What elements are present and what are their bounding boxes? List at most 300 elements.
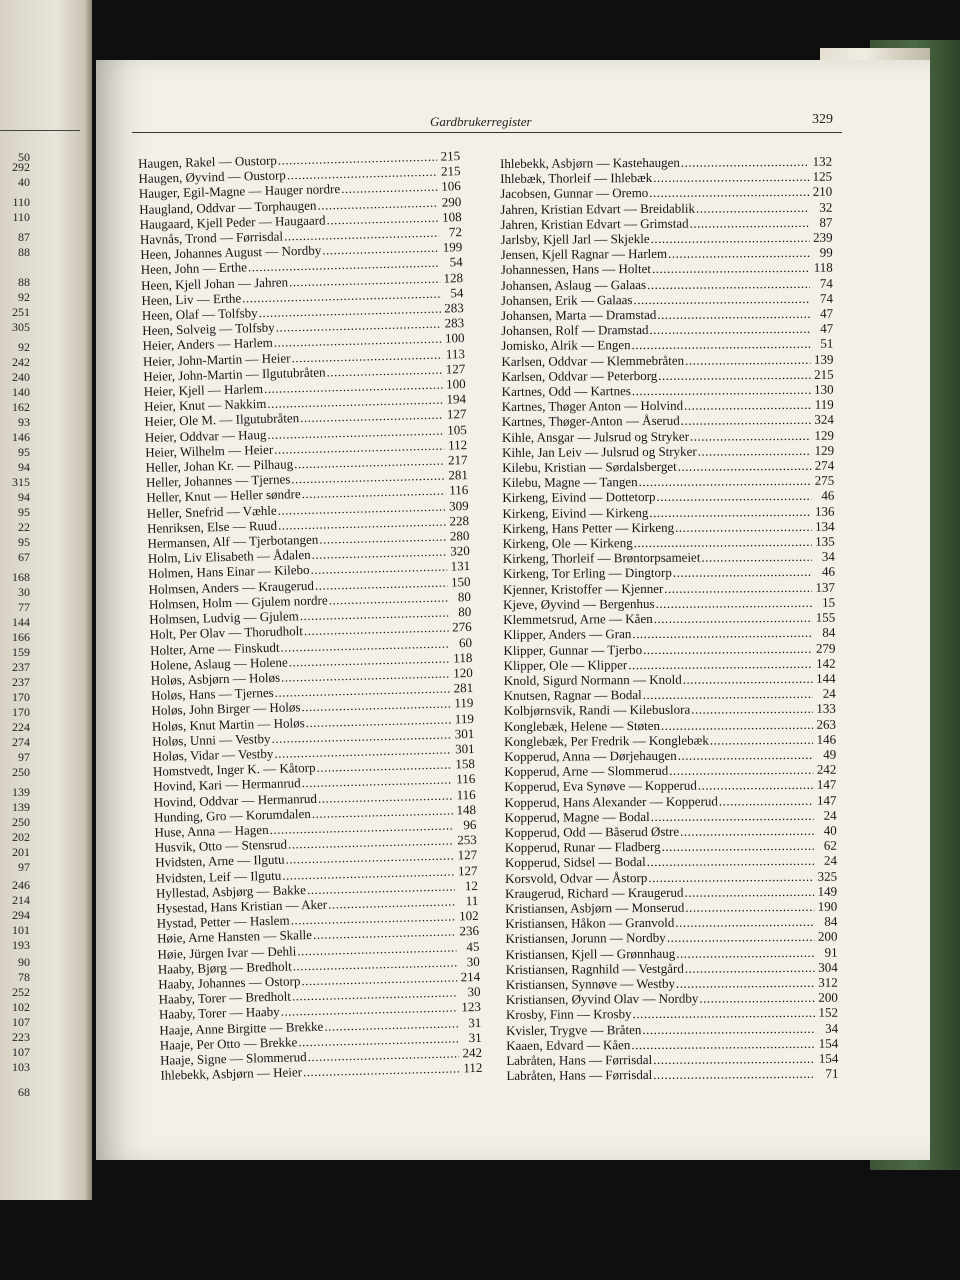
- entry-name: Karlsen, Oddvar — Peterborg: [501, 367, 658, 384]
- entry-page: 276: [451, 619, 472, 635]
- entry-name: Jahren, Kristian Edvart — Grimstad: [500, 215, 689, 232]
- entry-page: 106: [441, 178, 462, 195]
- entry-name: Jomisko, Alrik — Engen: [501, 337, 631, 354]
- dot-leader: [685, 960, 815, 976]
- left-page-number-fragment: 252: [12, 985, 30, 999]
- entry-page: 190: [817, 898, 838, 914]
- entry-name: Haugaard, Kjell Peder — Haugaard: [139, 212, 326, 232]
- left-page-number-fragment: 97: [18, 860, 30, 874]
- dot-leader: [710, 732, 813, 748]
- left-page-number-fragment: 202: [12, 830, 30, 844]
- entry-name: Holt, Per Olav — Thorudholt: [149, 623, 304, 643]
- dot-leader: [647, 275, 810, 291]
- entry-page: 116: [449, 482, 469, 498]
- left-page-number-fragment: 224: [12, 720, 30, 734]
- entry-page: 281: [448, 467, 469, 483]
- entry-page: 30: [466, 953, 480, 969]
- entry-page: 242: [462, 1044, 483, 1061]
- entry-page: 194: [446, 391, 467, 407]
- entry-page: 24: [823, 853, 837, 869]
- entry-name: Jensen, Kjell Ragnar — Harlem: [500, 246, 668, 263]
- left-page-number-fragment: 92: [18, 290, 30, 304]
- dot-leader: [673, 564, 812, 580]
- left-page-number-fragment: 214: [12, 893, 30, 907]
- entry-name: Holøs, Vidar — Vestby: [152, 745, 274, 764]
- entry-name: Holmsen, Holm — Gjulem nordre: [148, 592, 328, 612]
- entry-name: Kirkeng, Thorleif — Brøntorpsameiet: [502, 549, 701, 567]
- entry-name: Klipper, Gunnar — Tjerbo: [503, 641, 643, 658]
- entry-name: Kilebu, Kristian — Sørdalsberget: [502, 458, 677, 476]
- left-page-number-fragment: 305: [12, 320, 30, 334]
- left-page-number-fragment: 94: [18, 490, 30, 504]
- entry-name: Kaaen, Edvard — Kåen: [506, 1036, 631, 1053]
- entry-name: Hystad, Petter — Haslem: [156, 912, 290, 931]
- entry-page: 40: [823, 822, 837, 838]
- entry-name: Kartnes, Thøger-Anton — Åserud: [501, 413, 680, 430]
- entry-name: Holmen, Hans Einar — Kilebo: [148, 562, 310, 582]
- entry-page: 144: [816, 670, 836, 686]
- entry-name: Holene, Aslaug — Holene: [150, 654, 288, 673]
- entry-page: 102: [458, 908, 479, 924]
- entry-name: Hauger, Egil-Magne — Hauger nordre: [138, 181, 341, 202]
- dot-leader: [655, 595, 812, 611]
- dot-leader: [652, 260, 810, 276]
- entry-name: Jacobsen, Gunnar — Oremo: [500, 185, 649, 202]
- left-page-number-fragment: 95: [18, 505, 30, 519]
- left-page-number-fragment: 170: [12, 690, 30, 704]
- left-page-number-fragment: 94: [18, 460, 30, 474]
- dot-leader: [678, 458, 812, 474]
- index-column-right: [500, 154, 838, 1084]
- dot-leader: [699, 990, 815, 1006]
- entry-name: Haugen, Øyvind — Oustorp: [138, 167, 287, 187]
- entry-name: Hermansen, Alf — Tjerbotangen: [147, 531, 319, 551]
- entry-page: 137: [815, 579, 836, 595]
- left-page-number-fragment: 67: [18, 550, 30, 564]
- entry-page: 130: [814, 381, 834, 397]
- dot-leader: [683, 671, 813, 687]
- entry-name: Johansen, Erik — Galaas: [500, 291, 633, 308]
- dot-leader: [681, 154, 809, 170]
- entry-page: 119: [454, 710, 475, 726]
- entry-page: 154: [818, 1050, 839, 1066]
- dot-leader: [684, 397, 811, 413]
- entry-name: Kristiansen, Kjell — Grønnhaug: [505, 945, 676, 962]
- entry-name: Heen, Liv — Erthe: [141, 290, 242, 308]
- entry-page: 280: [449, 528, 470, 544]
- entry-name: Huse, Anna — Hagen: [154, 821, 269, 840]
- entry-page: 242: [816, 761, 837, 777]
- entry-name: Kopperud, Anna — Dørjehaugen: [504, 747, 677, 764]
- entry-page: 112: [447, 436, 468, 453]
- entry-page: 99: [819, 244, 833, 260]
- entry-page: 142: [815, 655, 836, 671]
- entry-name: Kristiansen, Asbjørn — Monserud: [505, 899, 685, 916]
- dot-leader: [680, 823, 814, 839]
- left-page-number-fragment: 101: [12, 923, 30, 937]
- dot-leader: [678, 747, 814, 763]
- left-page-number-fragment: 93: [18, 415, 30, 429]
- entry-name: Holter, Arne — Finskudt: [149, 639, 280, 658]
- entry-page: 301: [454, 725, 475, 742]
- entry-name: Labråten, Hans — Førrisdal: [506, 1067, 653, 1084]
- entry-name: Homstvedt, Inger K. — Kåtorp: [152, 759, 316, 779]
- entry-name: Knold, Sigurd Normann — Knold: [503, 671, 682, 688]
- entry-page: 62: [823, 837, 837, 853]
- dot-leader: [667, 929, 815, 945]
- entry-name: Johansen, Marta — Dramstad: [501, 306, 657, 324]
- dot-leader: [668, 245, 810, 261]
- entry-name: Hovind, Kari — Hermanrud: [153, 775, 301, 795]
- entry-page: 148: [456, 801, 477, 818]
- entry-page: 60: [458, 634, 473, 650]
- left-page-number-fragment: 315: [12, 475, 30, 489]
- entry-page: 155: [815, 609, 836, 625]
- entry-page: 54: [449, 254, 463, 270]
- dot-leader: [685, 899, 814, 915]
- entry-name: Heller, Johan Kr. — Pilhaug: [145, 456, 294, 475]
- dot-leader: [653, 169, 809, 185]
- entry-name: Kartnes, Thøger Anton — Holvind: [501, 397, 684, 415]
- entry-page: 15: [822, 594, 836, 610]
- dot-leader: [676, 944, 814, 960]
- entry-name: Kihle, Ansgar — Julsrud og Stryker: [501, 428, 690, 445]
- entry-page: 154: [818, 1035, 839, 1051]
- dot-leader: [632, 625, 812, 641]
- entry-page: 253: [457, 832, 477, 848]
- entry-name: Kristiansen, Ragnhild — Vestgård: [505, 960, 684, 977]
- left-page-number-fragment: 168: [12, 570, 30, 584]
- left-page-number-fragment: 22: [18, 520, 30, 534]
- left-page-number-fragment: 237: [12, 660, 30, 674]
- dot-leader: [696, 199, 810, 215]
- left-page-number-fragment: 103: [12, 1060, 30, 1074]
- entry-name: Holmsen, Ludvig — Gjulem: [149, 608, 299, 627]
- entry-page: 54: [450, 284, 464, 301]
- entry-name: Kirkeng, Hans Petter — Kirkeng: [502, 519, 675, 536]
- dot-leader: [643, 640, 812, 656]
- entry-name: Heller, Snefrid — Væhle: [146, 502, 277, 521]
- entry-name: Johansen, Aslaug — Galaas: [500, 276, 647, 293]
- entry-page: 283: [444, 315, 465, 331]
- left-page-number-fragment: 250: [12, 815, 30, 829]
- dot-leader: [643, 686, 813, 702]
- entry-name: Konglebæk, Per Fredrik — Konglebæk: [504, 732, 709, 749]
- left-page-number-fragment: 237: [12, 675, 30, 689]
- entry-page: 263: [816, 716, 837, 732]
- entry-page: 49: [823, 746, 837, 762]
- left-page-number-fragment: 292: [12, 160, 30, 174]
- entry-page: 127: [457, 847, 478, 863]
- entry-page: 74: [819, 275, 833, 291]
- entry-page: 24: [823, 807, 837, 823]
- entry-page: 45: [466, 938, 480, 954]
- dot-leader: [675, 914, 814, 930]
- entry-name: Heen, Johannes August — Nordby: [140, 242, 322, 263]
- entry-page: 274: [814, 457, 835, 473]
- entry-name: Klemmetsrud, Arne — Kåen: [503, 611, 653, 628]
- entry-page: 47: [820, 320, 834, 337]
- dot-leader: [632, 336, 811, 352]
- entry-name: Kartnes, Odd — Kartnes: [501, 383, 631, 400]
- entry-page: 150: [450, 573, 471, 590]
- dot-leader: [719, 792, 814, 808]
- entry-page: 132: [812, 153, 833, 169]
- entry-page: 320: [450, 543, 470, 559]
- entry-name: Johannessen, Hans — Holtet: [500, 261, 652, 278]
- left-page-number-fragment: 102: [12, 1000, 30, 1014]
- dot-leader: [691, 701, 813, 717]
- entry-name: Henriksen, Else — Ruud: [146, 517, 278, 536]
- entry-name: Kihle, Jan Leiv — Julsrud og Stryker: [502, 443, 697, 460]
- entry-page: 214: [460, 968, 481, 985]
- entry-page: 116: [456, 786, 476, 802]
- entry-page: 147: [816, 776, 837, 793]
- entry-page: 74: [819, 290, 834, 306]
- dot-leader: [633, 291, 810, 307]
- entry-name: Heier, Oddvar — Haug: [144, 426, 267, 445]
- dot-leader: [657, 306, 810, 322]
- left-page-number-fragment: 95: [18, 445, 30, 459]
- entry-name: Heller, Knut — Heller søndre: [146, 486, 301, 506]
- entry-page: 120: [453, 664, 473, 681]
- entry-name: Kopperud, Magne — Bodal: [504, 808, 650, 825]
- entry-name: Ihlebekk, Asbjørn — Kastehaugen: [500, 154, 680, 171]
- entry-page: 113: [445, 345, 466, 362]
- left-page-number-fragment: 201: [12, 845, 30, 859]
- dot-leader: [685, 351, 810, 367]
- dot-leader: [649, 504, 811, 520]
- entry-page: 30: [467, 984, 481, 1000]
- entry-name: Husvik, Otto — Stensrud: [154, 836, 288, 855]
- entry-page: 80: [458, 604, 472, 620]
- dot-leader: [658, 367, 810, 383]
- left-page-number-fragment: 77: [18, 600, 30, 614]
- entry-name: Holøs, Asbjørn — Holøs: [150, 669, 281, 688]
- entry-page: 119: [454, 695, 474, 711]
- entry-name: Haaby, Johannes — Ostorp: [158, 973, 301, 992]
- entry-name: Holm, Liv Elisabeth — Ådalen: [147, 547, 311, 567]
- left-page-number-fragment: 92: [18, 340, 30, 354]
- running-head: Gardbrukerregister: [430, 114, 532, 129]
- entry-page: 200: [818, 989, 838, 1005]
- left-page-number-fragment: 88: [18, 275, 30, 289]
- left-page-number-fragment: 294: [12, 908, 30, 922]
- entry-page: 11: [465, 892, 479, 909]
- dot-leader: [664, 580, 812, 596]
- dot-leader: [662, 838, 814, 854]
- left-page-number-fragment: 251: [12, 305, 30, 319]
- entry-page: 127: [446, 406, 467, 422]
- entry-page: 112: [463, 1060, 483, 1076]
- entry-page: 312: [818, 974, 838, 990]
- entry-name: Konglebæk, Helene — Støten: [503, 717, 661, 734]
- entry-name: Haugland, Oddvar — Torphaugen: [139, 197, 317, 217]
- dot-leader: [633, 1005, 816, 1021]
- entry-page: 108: [441, 208, 462, 225]
- entry-page: 139: [813, 351, 834, 367]
- entry-page: 129: [814, 442, 835, 458]
- entry-name: Høie, Jürgen Ivar — Dehli: [157, 942, 297, 962]
- entry-name: Korsvold, Odvar — Åstorp: [504, 869, 648, 886]
- entry-page: 275: [814, 472, 835, 489]
- dot-leader: [661, 716, 813, 732]
- dot-leader: [654, 610, 813, 626]
- entry-page: 34: [825, 1020, 839, 1036]
- dot-leader: [653, 1051, 815, 1067]
- dot-leader: [649, 184, 809, 200]
- left-page-number-fragment: 30: [18, 585, 30, 599]
- dot-leader: [632, 382, 811, 398]
- entry-name: Haaby, Bjørg — Bredholt: [157, 958, 292, 977]
- index-entry: [506, 1066, 838, 1084]
- entry-name: Kopperud, Hans Alexander — Kopperud: [504, 793, 718, 810]
- left-page-number-fragment: 162: [12, 400, 30, 414]
- entry-name: Kopperud, Odd — Båserud Østre: [504, 823, 680, 840]
- entry-page: 46: [821, 564, 835, 580]
- dot-leader: [642, 1020, 815, 1036]
- left-page-number-fragment: 170: [12, 705, 30, 719]
- left-page-number-fragment: 159: [12, 645, 30, 659]
- dot-leader: [651, 808, 814, 824]
- entry-page: 105: [447, 421, 467, 438]
- dot-leader: [649, 321, 810, 337]
- left-page-rule: [0, 130, 80, 131]
- left-page-number-fragment: 240: [12, 370, 30, 384]
- entry-name: Holmsen, Anders — Kraugerud: [148, 577, 315, 597]
- entry-page: 84: [822, 624, 836, 641]
- dot-leader: [701, 549, 811, 565]
- entry-name: Hvidsten, Arne — Ilgutu: [155, 851, 285, 871]
- dot-leader: [681, 412, 811, 428]
- left-page-number-fragment: 166: [12, 630, 30, 644]
- entry-page: 116: [456, 771, 476, 787]
- entry-page: 325: [817, 868, 838, 884]
- left-page-number-fragment: 146: [12, 430, 30, 444]
- entry-page: 146: [816, 731, 837, 747]
- left-page-number-fragment: 107: [12, 1045, 30, 1059]
- entry-name: Kristiansen, Synnøve — Westby: [505, 975, 675, 992]
- entry-page: 309: [448, 497, 469, 514]
- dot-leader: [698, 443, 811, 459]
- entry-name: Labråten, Hans — Førrisdal: [506, 1051, 653, 1068]
- entry-name: Heier, Kjell — Harlem: [143, 381, 264, 399]
- entry-page: 125: [812, 168, 833, 185]
- entry-page: 91: [824, 944, 838, 960]
- entry-page: 31: [468, 1029, 482, 1045]
- entry-page: 72: [448, 224, 463, 240]
- dot-leader: [651, 230, 810, 246]
- entry-name: Kopperud, Arne — Slommerud: [504, 762, 669, 780]
- entry-name: Krosby, Finn — Krosby: [505, 1006, 632, 1023]
- entry-page: 84: [824, 913, 838, 929]
- entry-name: Johansen, Rolf — Dramstad: [501, 322, 649, 339]
- entry-name: Hyllestad, Asbjørg — Bakke: [155, 881, 307, 901]
- entry-page: 129: [814, 427, 835, 443]
- entry-page: 135: [815, 533, 835, 549]
- entry-page: 215: [440, 163, 461, 179]
- entry-name: Knutsen, Ragnar — Bodal: [503, 687, 642, 704]
- entry-page: 47: [820, 305, 834, 321]
- entry-name: Haaje, Signe — Slommerud: [159, 1049, 307, 1068]
- entry-page: 118: [453, 649, 473, 666]
- dot-leader: [675, 519, 812, 535]
- dot-leader: [690, 427, 811, 443]
- entry-page: 239: [813, 229, 833, 245]
- left-page-number-fragment: 88: [18, 245, 30, 259]
- entry-name: Haaby, Torer — Bredholt: [158, 988, 292, 1007]
- entry-name: Holøs, Knut Martin — Holøs: [151, 714, 305, 734]
- entry-page: 279: [815, 640, 836, 656]
- entry-page: 80: [457, 588, 472, 605]
- entry-name: Ihlebekk, Asbjørn — Heier: [160, 1064, 303, 1083]
- entry-page: 51: [820, 336, 834, 352]
- entry-page: 12: [464, 877, 479, 893]
- entry-page: 324: [814, 412, 834, 428]
- entry-name: Karlsen, Oddvar — Klemmebråten: [501, 352, 685, 369]
- entry-page: 290: [441, 193, 462, 210]
- entry-page: 24: [822, 685, 836, 701]
- entry-name: Haugen, Rakel — Oustorp: [138, 152, 277, 171]
- entry-page: 119: [814, 396, 834, 413]
- page-number: 329: [812, 112, 833, 127]
- left-page-number-fragment: 139: [12, 785, 30, 799]
- left-page-number-fragment: 90: [18, 955, 30, 969]
- entry-name: Kirkeng, Ole — Kirkeng: [502, 535, 633, 552]
- entry-page: 228: [449, 512, 470, 529]
- left-page-number-fragment: 110: [12, 195, 30, 209]
- left-page-number-fragment: 97: [18, 750, 30, 764]
- entry-name: Holøs, John Birger — Holøs: [151, 699, 301, 719]
- dot-leader: [676, 975, 815, 991]
- entry-name: Hysestad, Hans Kristian — Aker: [156, 896, 328, 916]
- entry-page: 217: [447, 452, 468, 468]
- entry-page: 210: [812, 184, 833, 200]
- dot-leader: [648, 868, 814, 884]
- left-page-number-fragment: 242: [12, 355, 30, 369]
- entry-name: Havnås, Trond — Førrisdal: [139, 228, 284, 247]
- dot-leader: [698, 777, 814, 793]
- entry-name: Jahren, Kristian Edvart — Breidablik: [500, 200, 696, 217]
- entry-name: Kirkeng, Eivind — Dottetorp: [502, 489, 656, 506]
- entry-page: 149: [817, 883, 838, 899]
- entry-name: Hvidsten, Leif — Ilgutu: [155, 867, 282, 886]
- entry-name: Holøs, Unni — Vestby: [152, 730, 271, 749]
- entry-page: 283: [444, 300, 464, 316]
- entry-name: Kraugerud, Richard — Kraugerud: [505, 884, 684, 901]
- entry-name: Heier, John-Martin — Ilgutubråten: [143, 364, 326, 384]
- entry-page: 127: [457, 862, 478, 878]
- left-page-number-fragment: 139: [12, 800, 30, 814]
- entry-name: Haaby, Torer — Haaby: [158, 1004, 280, 1023]
- entry-page: 32: [819, 199, 833, 215]
- entry-name: Kopperud, Sidsel — Bodal: [504, 854, 646, 871]
- dot-leader: [647, 853, 814, 869]
- entry-name: Kristiansen, Håkon — Granvold: [505, 914, 675, 932]
- entry-name: Kopperud, Eva Synøve — Kopperud: [504, 777, 697, 795]
- entry-page: 199: [442, 239, 463, 255]
- header-rule: [132, 132, 842, 133]
- entry-page: 304: [818, 959, 838, 975]
- entry-page: 215: [813, 366, 834, 382]
- entry-name: Heier, John-Martin — Heier: [142, 349, 291, 369]
- entry-name: Kilebu, Magne — Tangen: [502, 474, 638, 491]
- entry-page: 158: [455, 756, 476, 772]
- dot-leader: [656, 488, 811, 504]
- dot-leader: [628, 656, 812, 672]
- entry-name: Holøs, Hans — Tjernes: [151, 684, 274, 703]
- left-page-number-fragment: 246: [12, 878, 30, 892]
